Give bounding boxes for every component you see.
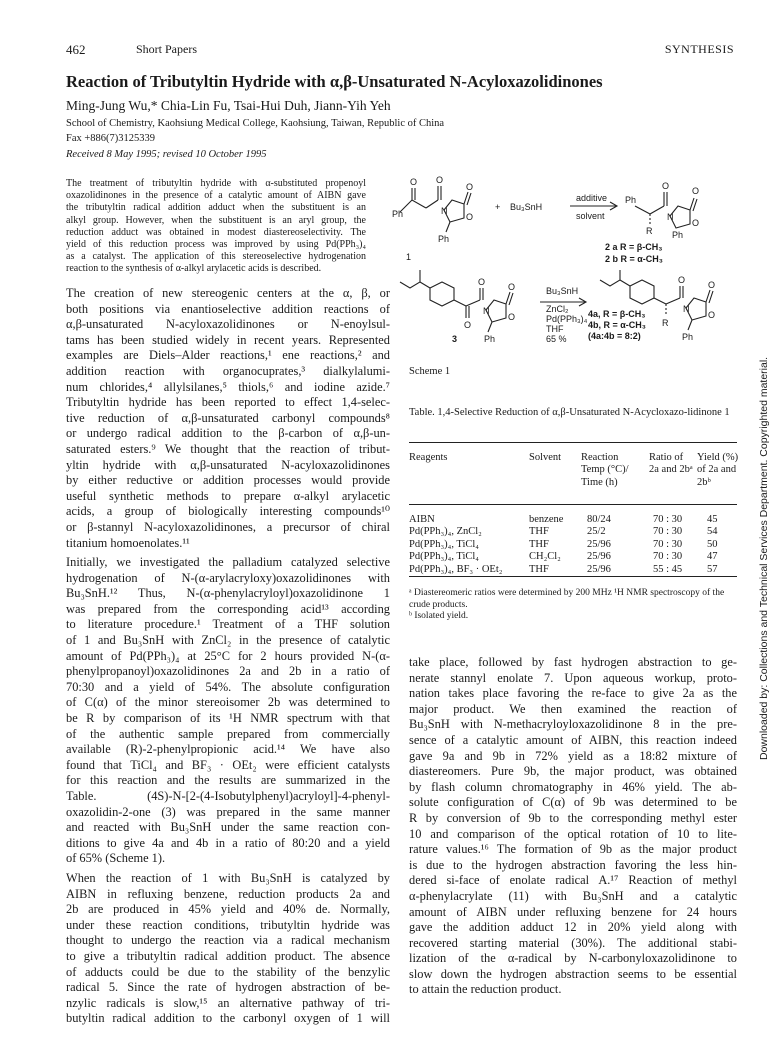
scheme-r2-reagent-0: Bu₃SnH xyxy=(546,286,579,296)
text-line: α-phenylacrylate (11) with Bu₃SnH and a catalytic xyxy=(409,888,737,903)
scheme-o-10: O xyxy=(508,282,516,292)
body-right-column xyxy=(409,655,737,998)
text-line: the tributyltin radical addition adduct when the substituent is an xyxy=(66,202,366,214)
scheme-o-2: O xyxy=(436,175,444,185)
text-line: gave 9a and 9b in 72% yield as a 18:82 mixture of xyxy=(409,748,737,763)
text-line: When the reaction of 1 with Bu₃SnH is catalyzed by xyxy=(66,870,390,885)
bond-r1-vinyl xyxy=(400,200,426,212)
table-cell: 57 xyxy=(707,563,718,575)
text-line: available (R)-2-phenylpropionic acid.¹⁴ We have also xyxy=(66,742,390,757)
text-line: num chlorides,⁴ allylsilanes,⁵ thiols,⁶ and iodine azide.⁷ xyxy=(66,379,390,394)
paragraph xyxy=(66,555,390,867)
text-line: nzylic radicals is slow,¹⁵ an alternative pathway of tri- xyxy=(66,995,390,1010)
text-line: dered si-face of enolate radical A.¹⁷ Reaction of methyl xyxy=(409,873,737,888)
text-line: thought to undergo the reaction via a radical mechanism xyxy=(66,933,390,948)
table-rule-top xyxy=(409,442,737,443)
text-line: of the authentic sample prepared from commercially xyxy=(66,726,390,741)
text-line: Tributyltin hydride has been reported to effect 1,4-selec- xyxy=(66,395,390,410)
scheme-r2-reagent-4: 65 % xyxy=(546,334,567,344)
table-cell: Pd(PPh₃)₄, BF₃ · OEt₂ xyxy=(409,563,503,575)
scheme-n-1: N xyxy=(441,206,448,216)
scheme-o-3: O xyxy=(466,182,474,192)
scheme-n-4: N xyxy=(683,304,690,314)
table-footnote-a: ᵃ Diastereomeric ratios were determined by 200 MHz ¹H NMR spectroscopy of the crude products. xyxy=(409,588,725,610)
scheme-product-2b: 2 b R = α-CH₃ xyxy=(605,254,663,264)
scheme-plus: + xyxy=(495,202,501,212)
abstract xyxy=(66,178,366,276)
scheme-solvent: solvent xyxy=(576,211,605,221)
text-line: R by conversion of 9b to the corresponding methyl ester xyxy=(409,810,737,825)
table-caption: Table. 1,4-Selective Reduction of α,β-Unsaturated N-Acycloxazo-lidinone 1 xyxy=(409,407,730,418)
author-list: Ming-Jung Wu,* Chia-Lin Fu, Tsai-Hui Duh, Jiann-Yih Yeh xyxy=(66,98,391,113)
table-cell: THF xyxy=(529,526,549,538)
table-cell: Pd(PPh₃)₄, TiCl₄ xyxy=(409,551,479,563)
scheme-compound-3: 3 xyxy=(452,334,458,344)
text-line: alkyl group. However, when the substituent is an aryl group, the xyxy=(66,214,366,226)
text-line: or undergo radical addition to the β-carbon of α,β-un- xyxy=(66,426,390,441)
text-line: and reacted with Bu₃SnH under the same reaction con- xyxy=(66,820,390,835)
text-line: The treatment of tributyltin hydride with α-substituted propenoyl xyxy=(66,178,366,189)
text-line: useful synthetic methods to prepare α-alkyl arylacetic xyxy=(66,488,390,503)
table-cell: benzene xyxy=(529,514,564,525)
download-notice-text: Downloaded by: Collections and Technical Services Department. Copyrighted material. xyxy=(758,356,770,760)
text-line: α,β-unsaturated N-acyloxazolidinones or N-enoylsul- xyxy=(66,317,390,332)
table-cell: 25/2 xyxy=(587,526,606,538)
text-line: examples are Diels–Alder reactions,¹ ene reactions,² and xyxy=(66,348,390,363)
scheme-r-2: R xyxy=(662,318,669,328)
table-cell: 47 xyxy=(707,551,718,563)
text-line: major product. We then examined the reaction of xyxy=(409,701,737,716)
scheme-r2-reagent-3: THF xyxy=(546,324,564,334)
scheme-ph-aux-4: Ph xyxy=(682,332,694,342)
text-line: reduction adduct was obtained in modest diastereoselectivity. The xyxy=(66,226,366,238)
scheme-ph-1: Ph xyxy=(392,209,404,219)
scheme-o-1: O xyxy=(410,177,418,187)
text-line: 10 and comparison of the optical rotation of 10 to lite- xyxy=(409,826,737,841)
table-cell: Pd(PPh₃)₄, TiCl₄ xyxy=(409,538,479,550)
text-line: of C(α) of the minor stereoisomer 2b was determined to xyxy=(66,695,390,710)
scheme-product-4a: 4a, R = β-CH₃ xyxy=(588,309,646,319)
journal-name: SYNTHESIS xyxy=(664,42,734,56)
text-line: radical 5. Since the rate of hydrogen abstraction of be- xyxy=(66,980,390,995)
scheme-compound-1: 1 xyxy=(406,252,412,262)
table-row xyxy=(409,564,737,576)
received-dates: Received 8 May 1995; revised 10 October 1995 xyxy=(66,149,267,160)
text-line: by either reductive or addition processes would provide xyxy=(66,473,390,488)
text-line: diastereomers. Pure 9b, the major product, was obtained xyxy=(409,764,737,779)
table-cell: THF xyxy=(529,563,549,575)
text-line: yield of this reduction process was improved by using Pd(PPh₃)₄ xyxy=(66,239,366,251)
scheme-o-4: O xyxy=(466,212,474,222)
scheme-n-3: N xyxy=(483,306,490,316)
scheme-o-9: O xyxy=(478,277,486,287)
table-cell: Pd(PPh₃)₄, ZnCl₂ xyxy=(409,526,482,538)
text-line: oxazolidin-2-one (3) was prepared in the same manner xyxy=(66,804,390,819)
paragraph xyxy=(409,655,737,998)
text-line: tive reduction of α,β-unsaturated carbonyl compounds⁸ xyxy=(66,410,390,425)
text-line: tams has been studied widely in recent years. Represented xyxy=(66,332,390,347)
text-line: for this reaction and the results are summarized in the xyxy=(66,773,390,788)
text-line: sence of a catalytic amount of AIBN, this reaction indeed xyxy=(409,732,737,747)
text-line: amount of Pd(PPh₃)₄ at 25°C for 2 hours provided N-(α- xyxy=(66,648,390,663)
table-cell: 70 : 30 xyxy=(653,514,683,525)
table-cell: 54 xyxy=(707,526,718,538)
text-line: to literature procedure.¹ Treatment of a THF solution xyxy=(66,617,390,632)
table-rule-bottom xyxy=(409,576,737,577)
scheme-ph-aux-3: Ph xyxy=(484,334,496,344)
table-cell: 55 : 45 xyxy=(653,563,683,575)
text-line: Initially, we investigated the palladium catalyzed selective xyxy=(66,555,390,570)
table-cell: 25/96 xyxy=(587,551,611,563)
body-left-column xyxy=(66,286,390,1027)
scheme-o-5: O xyxy=(662,181,670,191)
table-row xyxy=(409,514,737,526)
scheme-1 xyxy=(380,170,740,385)
table-row xyxy=(409,539,737,551)
table-cell: 70 : 30 xyxy=(653,538,683,550)
text-line: to give a tributyltin radical addition product. The absence xyxy=(66,948,390,963)
table-cell: 25/96 xyxy=(587,538,611,550)
text-line: of 1 and Bu₃SnH with ZnCl₂ in the presence of catalytic xyxy=(66,633,390,648)
scheme-product-2a: 2 a R = β-CH₃ xyxy=(605,242,663,252)
text-line: under these reaction conditions, tributyltin hydride was xyxy=(66,917,390,932)
text-line: take place, followed by fast hydrogen abstraction to ge- xyxy=(409,655,737,669)
text-line: both positions via enantioselective addition reactions of xyxy=(66,301,390,316)
text-line: AIBN in refluxing benzene, reduction products 2a and xyxy=(66,886,390,901)
scheme-ph-product: Ph xyxy=(625,195,637,205)
table-header-yield: Yield (%) of 2a and 2bᵇ xyxy=(697,452,739,488)
text-line: amount of AIBN under refluxing benzene for 24 hours xyxy=(409,904,737,919)
text-line: yltin hydride with α,β-unsaturated N-acyloxazolidinones xyxy=(66,457,390,472)
text-line: slow down the hydrogen abstraction seems to be essential xyxy=(409,966,737,981)
scheme-reagent-bu3snh: Bu₃SnH xyxy=(510,202,543,212)
text-line: gave the addition adduct 12 in 20% yield along with xyxy=(409,920,737,935)
scheme-o-6: O xyxy=(692,186,700,196)
scheme-ph-aux-1: Ph xyxy=(438,234,450,244)
scheme-n-2: N xyxy=(667,212,674,222)
text-line: by flash column chromatography in 46% yield. The ab- xyxy=(409,779,737,794)
table-cell: THF xyxy=(529,538,549,550)
text-line: oxazolidinones in the presence of a catalytic amount of AIBN gave xyxy=(66,190,366,202)
scheme-r2-reagent-1: ZnCl₂ xyxy=(546,304,569,314)
table-cell: 70 : 30 xyxy=(653,551,683,563)
text-line: The creation of new stereogenic centers at the α, β, or xyxy=(66,286,390,300)
table-row xyxy=(409,526,737,538)
text-line: is due to the hydrogen abstraction favoring the less hin- xyxy=(409,857,737,872)
scheme-o-7: O xyxy=(692,218,700,228)
scheme-o-8: O xyxy=(464,320,472,330)
paragraph xyxy=(66,286,390,551)
text-line: phenylpropanoyl)oxazolidinones 2a and 2b in a ratio of xyxy=(66,664,390,679)
scheme-additive: additive xyxy=(576,193,608,203)
table-cell: CH₂Cl₂ xyxy=(529,551,561,563)
text-line: found that TiCl₄ and BF₃ · OEt₂ were efficient catalysts xyxy=(66,757,390,772)
table-footnote-b: ᵇ Isolated yield. xyxy=(409,611,469,621)
scheme-product-4b: 4b, R = α-CH₃ xyxy=(588,320,646,330)
scheme-o-13: O xyxy=(708,280,716,290)
table-rule-mid xyxy=(409,504,737,505)
scheme-ratio-4: (4a:4b = 8:2) xyxy=(588,331,641,341)
download-notice xyxy=(758,320,772,760)
scheme-r2-reagent-2: Pd(PPh₃)₄ xyxy=(546,314,588,324)
text-line: Bu₃SnH with N-methacryloyloxazolidinone 8 in the pre- xyxy=(409,717,737,732)
text-line: be R by comparison of its ¹H NMR spectrum with that xyxy=(66,711,390,726)
text-line: Bu₃SnH.¹² Thus, N-(α-phenylacryloyl)oxazolidinone 1 xyxy=(66,586,390,601)
scheme-o-14: O xyxy=(708,310,716,320)
text-line: or β-stannyl N-acyloxazolidinones, a precursor of chiral xyxy=(66,519,390,534)
text-line: Table. (4S)-N-[2-(4-Isobutylphenyl)acryloyl]-4-phenyl- xyxy=(66,789,390,803)
text-line: ditions to give 4a and 4b in a ratio of 80:20 and a yield xyxy=(66,835,390,850)
text-line: recovered starting material (30%). The additional stabi- xyxy=(409,935,737,950)
table-cell: 25/96 xyxy=(587,563,611,575)
table-header-solvent: Solvent xyxy=(529,452,562,463)
table-cell: AIBN xyxy=(409,514,435,525)
text-line: hydrogenation of N-(α-arylacryloxy)oxazolidinones with xyxy=(66,570,390,585)
scheme-label: Scheme 1 xyxy=(409,366,451,377)
scheme-r-1: R xyxy=(646,226,653,236)
table-header-ratio: Ratio of 2a and 2bᵃ xyxy=(649,452,693,476)
table-cell: 50 xyxy=(707,538,718,550)
text-line: nerate stannyl enolate 7. Upon aqueous workup, proto- xyxy=(409,670,737,685)
text-line: rature values.¹⁶ The formation of 9b as the major product xyxy=(409,842,737,857)
fax-number: Fax +886(7)3125339 xyxy=(66,133,156,144)
scheme-o-11: O xyxy=(508,312,516,322)
affiliation: School of Chemistry, Kaohsiung Medical College, Kaohsiung, Taiwan, Republic of China xyxy=(66,118,445,129)
text-line: butyltin radical addition to the carbonyl oxygen of 1 will xyxy=(66,1011,390,1026)
article-title: Reaction of Tributyltin Hydride with α,β-Unsaturated N-Acyloxazolidinones xyxy=(66,72,603,91)
table-row xyxy=(409,551,737,563)
table-cell: 45 xyxy=(707,514,718,525)
scheme-ph-aux-2: Ph xyxy=(672,230,684,240)
text-line: was prepared from the corresponding acid¹³ according xyxy=(66,601,390,616)
text-line: 70:30 and a yield of 54%. The absolute configuration xyxy=(66,679,390,694)
text-line: of adducts could be due to the stability of the benzylic xyxy=(66,964,390,979)
text-line: solute configuration of C(α) of 9b was determined to be xyxy=(409,795,737,810)
table-cell: 70 : 30 xyxy=(653,526,683,538)
text-line: to attain the reduction product. xyxy=(409,982,562,997)
scheme-o-12: O xyxy=(678,275,686,285)
text-line: as a catalyst. The application of this stereoselective hydrogenation xyxy=(66,251,366,263)
text-line: addition reaction with organocuprates,³ dialkylalumi- xyxy=(66,363,390,378)
paragraph xyxy=(66,871,390,1027)
table-header-temp-time: Reaction Temp (°C)/ Time (h) xyxy=(581,452,629,488)
text-line: 2b are produced in 45% yield and 40% de. Normally, xyxy=(66,902,390,917)
running-head xyxy=(66,42,734,60)
page-number: 462 xyxy=(66,42,86,57)
text-line: reaction to the synthesis of α-alkyl arylacetic acids is described. xyxy=(66,263,322,275)
text-line: lization of the α-radical by N-carbonyloxazolidinone to xyxy=(409,951,737,966)
table-cell: 80/24 xyxy=(587,514,611,525)
text-line: nation takes place favoring the re-face to give 2a as the xyxy=(409,686,737,701)
table-header-reagents: Reagents xyxy=(409,452,448,463)
section-name: Short Papers xyxy=(136,42,197,56)
text-line: of 65% (Scheme 1). xyxy=(66,851,166,866)
table-footnotes xyxy=(409,588,739,623)
text-line: titanium homoenolates.¹¹ xyxy=(66,535,190,550)
text-line: saturated esters.⁹ We thought that the reaction of tribut- xyxy=(66,441,390,456)
text-line: acids, a group of biologically interesting compounds¹⁰ xyxy=(66,504,390,519)
